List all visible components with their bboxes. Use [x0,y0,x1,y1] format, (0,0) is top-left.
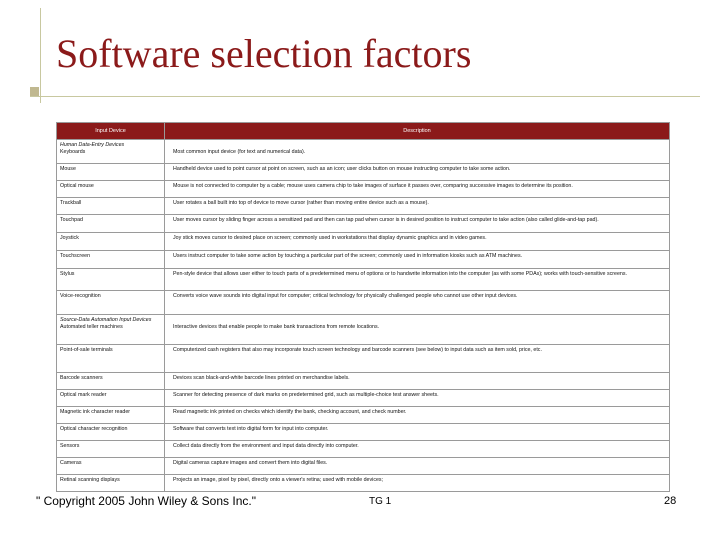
table-row [57,181,670,198]
table-row [57,390,670,407]
device-cell [57,233,165,251]
device-description: Devices scan black-and-white barcode lines printed on merchandise labels. [165,373,670,390]
slide-title: Software selection factors [56,31,472,76]
device-description: Users instruct computer to take some action by touching a particular part of the screen; commonly used in information kiosks such as ATM machines. [165,251,670,269]
table-row [57,475,670,492]
header-input-device: Input Device [57,123,165,140]
device-name: Keyboards [60,149,86,155]
device-name: Mouse [60,166,76,172]
device-name: Point-of-sale terminals [60,347,113,353]
device-cell [57,407,165,424]
device-description: User rotates a ball built into top of device to move cursor (rather than moving entire device such as a mouse). [165,198,670,215]
device-cell [57,424,165,441]
device-cell [57,291,165,315]
footer-chapter: TG 1 [369,496,392,507]
device-description: Most common input device (for text and numerical data). [165,140,670,164]
device-name: Optical character recognition [60,426,128,432]
table-row [57,215,670,233]
device-name: Barcode scanners [60,375,103,381]
table-row [57,373,670,390]
table-header-row [57,123,670,140]
section-heading: Human Data-Entry Devices [60,142,125,148]
table-row [57,441,670,458]
device-description: Interactive devices that enable people to make bank transactions from remote locations. [165,315,670,345]
device-name: Voice-recognition [60,293,101,299]
device-cell [57,140,165,164]
device-cell [57,345,165,373]
device-name: Optical mouse [60,183,94,189]
device-description: User moves cursor by sliding finger across a sensitized pad and then can tap pad when cursor is in desired position to instruct computer to take action (also called glide-and-tap pad). [165,215,670,233]
device-cell [57,269,165,291]
device-name: Touchscreen [60,253,91,259]
device-cell [57,198,165,215]
device-name: Sensors [60,443,80,449]
decorative-vertical-rule [40,8,41,103]
device-cell [57,390,165,407]
device-description: Projects an image, pixel by pixel, directly onto a viewer's retina; used with mobile devices; [165,475,670,492]
table-row [57,407,670,424]
device-name: Retinal scanning displays [60,477,120,483]
device-cell [57,164,165,181]
table-row [57,140,670,164]
device-name: Stylus [60,271,75,277]
table-row [57,315,670,345]
header-description: Description [165,123,670,140]
decorative-square [30,87,39,96]
device-name: Optical mark reader [60,392,107,398]
device-cell [57,441,165,458]
device-description: Handheld device used to point cursor at point on screen, such as an icon; user clicks button on mouse instructing computer to take some action. [165,164,670,181]
device-name: Touchpad [60,217,83,223]
table-row [57,269,670,291]
device-description: Computerized cash registers that also may incorporate touch screen technology and barcode scanners (see below) to input data such as item sold, price, etc. [165,345,670,373]
table-row [57,233,670,251]
section-heading: Source-Data Automation Input Devices [60,317,152,323]
device-name: Magnetic ink character reader [60,409,131,415]
device-description: Read magnetic ink printed on checks which identify the bank, checking account, and check number. [165,407,670,424]
device-description: Joy stick moves cursor to desired place on screen; commonly used in workstations that display dynamic graphics and in video games. [165,233,670,251]
device-cell [57,315,165,345]
table-row [57,291,670,315]
device-description: Collect data directly from the environment and input data directly into computer. [165,441,670,458]
device-cell [57,215,165,233]
device-cell [57,181,165,198]
device-description: Mouse is not connected to computer by a cable; mouse uses camera chip to take images of surface it passes over, comparing successive images to determine its position. [165,181,670,198]
device-cell [57,458,165,475]
table-row [57,458,670,475]
footer-page-number: 28 [664,495,677,507]
footer-copyright: " Copyright 2005 John Wiley & Sons Inc." [36,494,256,508]
device-name: Joystick [60,235,79,241]
device-name: Trackball [60,200,82,206]
device-description: Scanner for detecting presence of dark marks on predetermined grid, such as multiple-choice test answer sheets. [165,390,670,407]
device-name: Cameras [60,460,82,466]
device-description: Digital cameras capture images and convert them into digital files. [165,458,670,475]
table-row [57,424,670,441]
device-description: Software that converts text into digital form for input into computer. [165,424,670,441]
device-description: Converts voice wave sounds into digital input for computer; critical technology for physically challenged people who cannot use other input devices. [165,291,670,315]
decorative-horizontal-rule [30,96,700,97]
device-cell [57,373,165,390]
device-cell [57,251,165,269]
table-row [57,345,670,373]
table-row [57,164,670,181]
device-description: Pen-style device that allows user either to touch parts of a predetermined menu of options or to handwrite information into the computer (as with some PDAs); works with touch-sensitive screens. [165,269,670,291]
table-row [57,251,670,269]
device-name: Automated teller machines [60,324,123,330]
input-devices-table [56,122,670,492]
table-body [57,140,670,492]
table-row [57,198,670,215]
device-cell [57,475,165,492]
